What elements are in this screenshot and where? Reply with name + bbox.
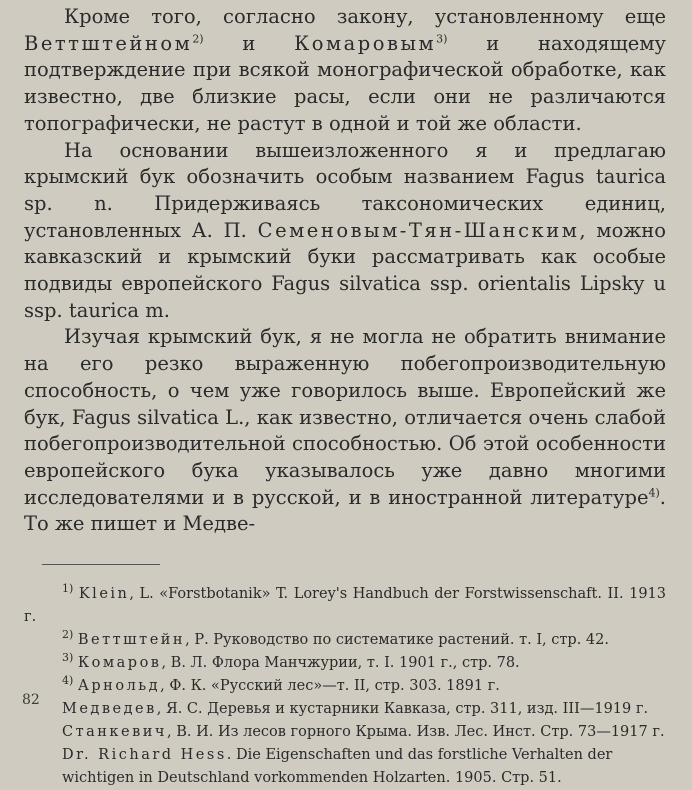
footnote-marker: 1) [62, 582, 74, 596]
author-name-spaced: Семеновым-Тян-Шанским [257, 218, 580, 242]
reference-author: Медведев [62, 701, 157, 718]
footnote-text: , В. Л. Флора Манчжурии, т. I. 1901 г., стр. 78. [161, 655, 520, 672]
reference-text: , В. И. Из лесов горного Крыма. Изв. Лес. Инст. Стр. 73—1917 г. [166, 724, 665, 741]
footnote-marker: 3) [62, 651, 74, 665]
footnote-1 [24, 583, 666, 629]
footnote-2 [24, 629, 666, 652]
reference-stankevich [24, 721, 666, 744]
footnote-text: , Ф. К. «Русский лес»—т. II, стр. 303. 1891 г. [160, 678, 500, 695]
paragraph-3 [24, 324, 666, 538]
text-segment: . То же пишет и Медве- [24, 485, 666, 536]
reference-author: Станкевич [62, 724, 167, 741]
footnote-reference: 4) [648, 486, 660, 500]
footnote-divider [42, 564, 160, 565]
footnote-reference: 2) [192, 32, 204, 46]
reference-text: . Die Eigenschaften und das forstliche Verhalten der wichtigen in Deutschland vorkommenden Holzarten. 1905. Стр. 51. [62, 747, 613, 787]
page-number: 82 [22, 692, 40, 708]
text-segment: и находящему подтверждение при всякой монографической обработке, как известно, две близкие расы, если они не различаются топографически, не растут в одной и той же области. [24, 31, 666, 135]
footnote-text: , L. «Forstbotanik» T. Lorey's Handbuch der Forstwissenschaft. II. 1913 г. [24, 586, 667, 626]
footnote-author: Веттштейн [77, 632, 186, 649]
footnote-3 [24, 652, 666, 675]
author-name-spaced: Комаровым [294, 31, 437, 55]
footnote-marker: 4) [62, 674, 74, 688]
author-name-spaced: Веттштейном [24, 31, 193, 55]
footnotes [24, 583, 666, 790]
footnote-author: Klein [78, 586, 130, 603]
footnote-4 [24, 675, 666, 698]
reference-medvedev [24, 698, 666, 721]
text-segment: Изучая крымский бук, я не могла не обратить внимание на его резко выраженную побегопроизводительную способность, о чем уже говорилось выше. Европейский же бук, Fagus silvatica L., как известно, отличается очень слабой побегопроизводительной способностью. Об этой особенности европейского бука указывалось уже давно многими исследователями и в русской, и в иностранной литературе [24, 325, 666, 509]
footnote-author: Арнольд [77, 678, 161, 695]
footnote-text: , Р. Руководство по систематике растений. т. I, стр. 42. [185, 632, 609, 649]
text-segment: Кроме того, согласно закону, установленному еще [64, 5, 666, 28]
text-segment: , можно кавказский и крымский буки рассматривать как особые подвиды европейского Fagus silvatica ssp. orientalis Lipsky u ssp. taurica m. [24, 218, 666, 322]
reference-hess [24, 744, 666, 790]
reference-text: , Я. С. Деревья и кустарники Кавказа, стр. 311, изд. III—1919 г. [156, 701, 649, 718]
text-segment: и [203, 31, 295, 55]
footnote-author: Комаров [77, 655, 162, 672]
footnote-reference: 3) [436, 32, 448, 46]
reference-author: Dr. Richard Hess [62, 747, 227, 764]
paragraph-1 [24, 4, 666, 138]
text-segment: На основании вышеизложенного я и предлагаю крымский бук обозначить особым названием Fagus taurica sp. n. Придерживаясь таксономических единиц, установленных А. П. [24, 138, 666, 242]
footnote-marker: 2) [62, 628, 74, 642]
paragraph-2 [24, 138, 666, 325]
